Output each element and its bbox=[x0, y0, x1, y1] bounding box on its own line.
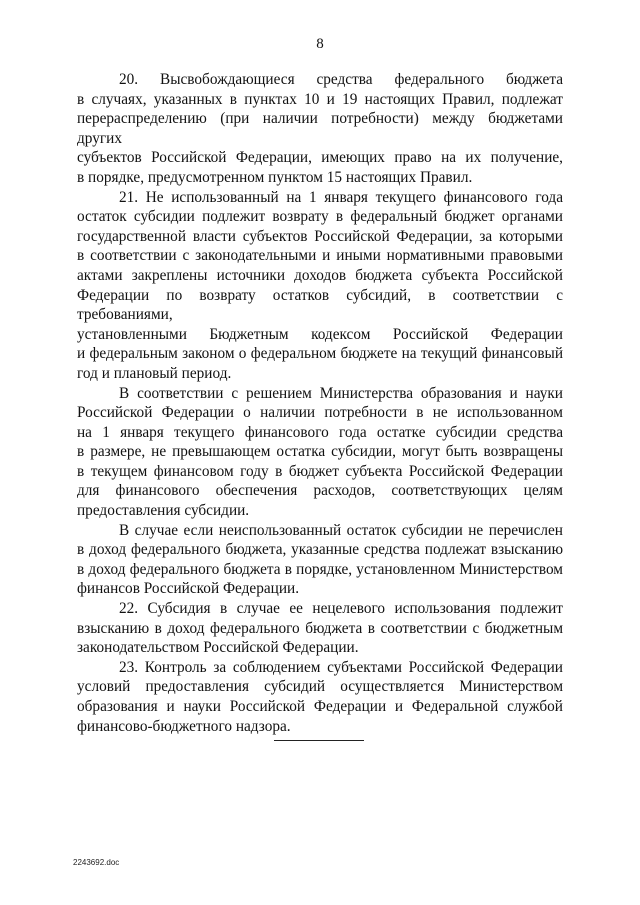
paragraph-line: Федерации по возврату остатков субсидий, в соответствии с требованиями, bbox=[77, 286, 563, 324]
paragraph-p20 bbox=[77, 70, 563, 188]
document-body bbox=[77, 70, 563, 736]
paragraph-line: финансово-бюджетного надзора. bbox=[77, 717, 291, 735]
paragraph-line: в размере, не превышающем остатка субсидии, могут быть возвращены bbox=[77, 443, 563, 461]
paragraph-line: на 1 января текущего финансового года остатке субсидии средства bbox=[77, 423, 563, 441]
paragraph-p21b bbox=[77, 384, 563, 521]
paragraph-line: год и плановый период. bbox=[77, 364, 232, 382]
paragraph-line: остаток субсидии подлежит возврату в федеральный бюджет органами bbox=[77, 208, 563, 226]
paragraph-line: 21. Не использованный на 1 января текущего финансового года bbox=[119, 188, 563, 206]
paragraph-line: предоставления субсидии. bbox=[77, 502, 250, 520]
paragraph-line: установленными Бюджетным кодексом Российской Федерации bbox=[77, 325, 563, 343]
paragraph-line: законодательством Российской Федерации. bbox=[77, 639, 359, 657]
paragraph-line: образования и науки Российской Федерации и Федеральной службой bbox=[77, 698, 563, 715]
paragraph-p22 bbox=[77, 599, 563, 658]
paragraph-line: в порядке, предусмотренном пунктом 15 настоящих Правил. bbox=[77, 168, 473, 186]
paragraph-p23 bbox=[77, 658, 563, 736]
paragraph-line: в текущем финансовом году в бюджет субъекта Российской Федерации bbox=[77, 462, 563, 480]
paragraph-line: условий предоставления субсидий осуществляется Министерством bbox=[77, 678, 563, 696]
paragraph-line: и федеральным законом о федеральном бюджете на текущий финансовый bbox=[77, 345, 563, 363]
paragraph-p21 bbox=[77, 188, 563, 384]
paragraph-line: взысканию в доход федерального бюджета в соответствии с бюджетным bbox=[77, 619, 563, 637]
footer-file-name: 2243692.doc bbox=[73, 858, 120, 867]
paragraph-line: Российской Федерации о наличии потребности в не использованном bbox=[77, 404, 563, 422]
paragraph-line: в соответствии с законодательными и иными нормативными правовыми bbox=[77, 247, 563, 265]
paragraph-line: государственной власти субъектов Российской Федерации, за которыми bbox=[77, 227, 563, 245]
paragraph-line: финансов Российской Федерации. bbox=[77, 580, 300, 598]
paragraph-line: перераспределению (при наличии потребности) между бюджетами других bbox=[77, 110, 563, 147]
paragraph-p21c bbox=[77, 521, 563, 599]
paragraph-line: в случаях, указанных в пунктах 10 и 19 настоящих Правил, подлежат bbox=[77, 90, 563, 108]
paragraph-line: 22. Субсидия в случае ее нецелевого использования подлежит bbox=[119, 600, 563, 618]
paragraph-line: в доход федерального бюджета, указанные средства подлежат взысканию bbox=[77, 541, 563, 559]
end-of-text-rule bbox=[274, 740, 364, 741]
paragraph-line: субъектов Российской Федерации, имеющих право на их получение, bbox=[77, 149, 563, 167]
paragraph-line: в доход федерального бюджета в порядке, установленном Министерством bbox=[77, 560, 563, 578]
paragraph-line: для финансового обеспечения расходов, соответствующих целям bbox=[77, 482, 563, 500]
paragraph-line: 23. Контроль за соблюдением субъектами Российской Федерации bbox=[119, 658, 563, 676]
paragraph-line: актами закреплены источники доходов бюджета субъекта Российской bbox=[77, 266, 563, 284]
page-number: 8 bbox=[316, 36, 324, 52]
paragraph-line: 20. Высвобождающиеся средства федерального бюджета bbox=[119, 71, 563, 88]
paragraph-line: В случае если неиспользованный остаток субсидии не перечислен bbox=[119, 521, 563, 539]
paragraph-container bbox=[77, 70, 563, 736]
paragraph-line: В соответствии с решением Министерства образования и науки bbox=[119, 384, 563, 402]
